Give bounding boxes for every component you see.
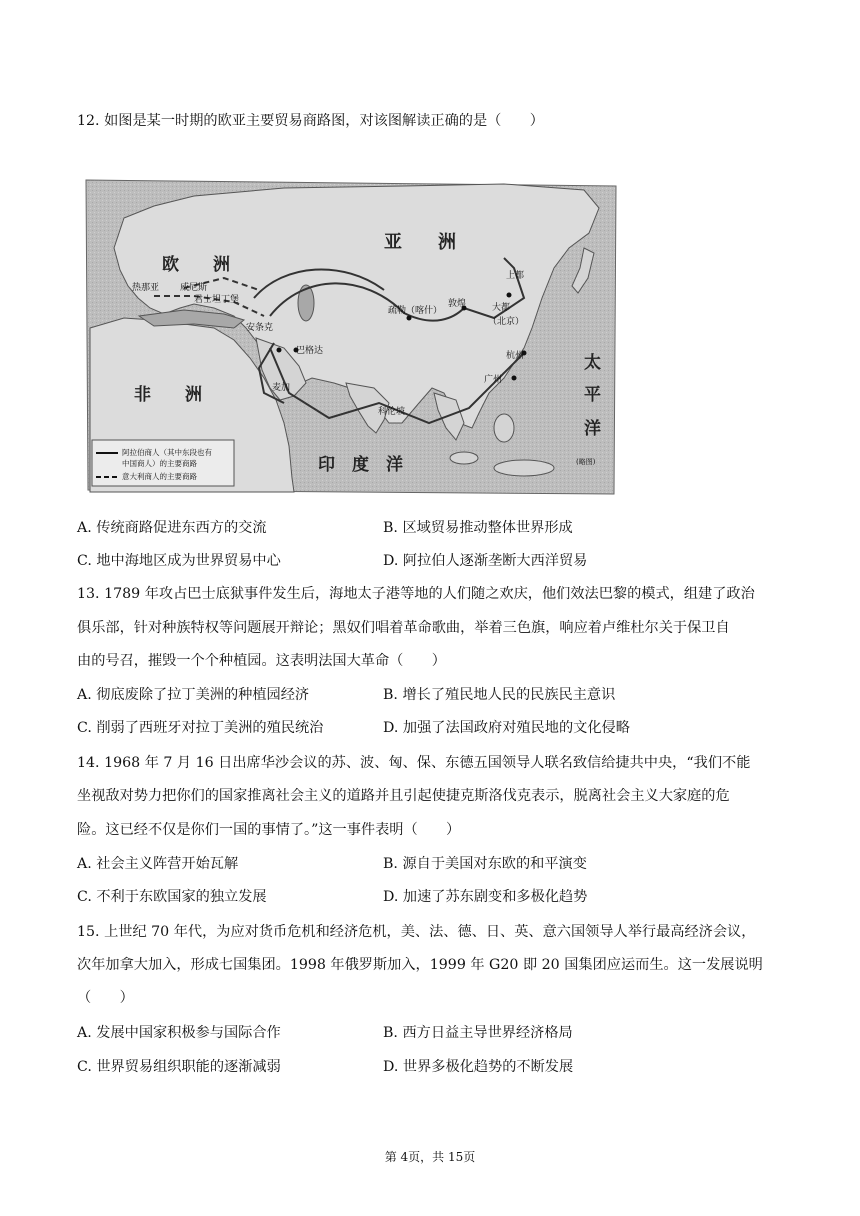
label-africa: 非 洲 <box>134 385 202 405</box>
question-12-stem: 12. 如图是某一时期的欧亚主要贸易商路图，对该图解读正确的是（ ） <box>77 113 544 129</box>
q15-option-a: A. 发展中国家积极参与国际合作 <box>77 1025 281 1041</box>
q14-line-2: 坐视敌对势力把你们的国家推离社会主义的道路并且引起使捷克斯洛伐克表示，脱离社会主义大家庭的危 <box>77 788 730 804</box>
place-baghdad: 巴格达 <box>296 346 324 356</box>
q13-option-d: D. 加强了法国政府对殖民地的文化侵略 <box>383 720 630 736</box>
q13-line-3: 由的号召，摧毁一个个种植园。这表明法国大革命（ ） <box>77 653 446 669</box>
place-dadu-note: （北京） <box>488 317 525 327</box>
place-genoa: 热那亚 <box>132 283 160 293</box>
q12-option-b: B. 区域贸易推动整体世界形成 <box>383 520 573 536</box>
q13-line-1: 13. 1789 年攻占巴士底狱事件发生后，海地太子港等地的人们随之欢庆，他们效法巴黎的模式，组建了政治 <box>77 586 755 602</box>
place-colombo: 科伦坡 <box>378 407 406 417</box>
place-antioch: 安条克 <box>246 323 274 333</box>
q14-line-3: 险。这已经不仅是你们一国的事情了。”这一事件表明（ ） <box>77 822 461 838</box>
label-pacific-3: 洋 <box>584 419 601 439</box>
q15-option-c: C. 世界贸易组织职能的逐渐减弱 <box>77 1059 281 1075</box>
place-dadu: 大都 <box>492 303 511 313</box>
place-guangzhou: 广州 <box>484 375 503 385</box>
label-europe: 欧 洲 <box>162 255 230 275</box>
page-footer: 第 4页，共 15页 <box>384 1150 476 1164</box>
q12-option-d: D. 阿拉伯人逐渐垄断大西洋贸易 <box>383 553 588 569</box>
q14-option-a: A. 社会主义阵营开始瓦解 <box>77 856 239 872</box>
q13-option-c: C. 削弱了西班牙对拉丁美洲的殖民统治 <box>77 720 324 736</box>
place-shangdu: 上都 <box>506 271 525 281</box>
place-venice: 威尼斯 <box>180 283 208 293</box>
q15-option-d: D. 世界多极化趋势的不断发展 <box>383 1059 574 1075</box>
q15-line-2: 次年加拿大加入，形成七国集团。1998 年俄罗斯加入，1999 年 G20 即 20 国集团应运而生。这一发展说明 <box>77 957 763 973</box>
label-pacific-2: 平 <box>584 385 601 405</box>
place-kashgar: 疏勒（喀什） <box>388 306 443 316</box>
q14-option-c: C. 不利于东欧国家的独立发展 <box>77 889 267 905</box>
q14-line-1: 14. 1968 年 7 月 16 日出席华沙会议的苏、波、匈、保、东德五国领导人联名致信给捷共中央，“我们不能 <box>77 755 751 771</box>
q14-option-d: D. 加速了苏东剧变和多极化趋势 <box>383 889 588 905</box>
label-asia: 亚 洲 <box>384 232 456 253</box>
q14-option-b: B. 源自于美国对东欧的和平演变 <box>383 856 587 872</box>
map-note: (略图) <box>576 458 596 466</box>
q12-option-a: A. 传统商路促进东西方的交流 <box>77 520 267 536</box>
place-hangzhou: 杭州 <box>506 351 525 361</box>
q15-line-1: 15. 上世纪 70 年代，为应对货币危机和经济危机，美、法、德、日、英、意六国领导人举行最高经济会议， <box>77 924 756 940</box>
q12-option-c: C. 地中海地区成为世界贸易中心 <box>77 553 281 569</box>
legend-arab-2: 中国商人）的主要商路 <box>122 459 197 468</box>
q13-option-b: B. 增长了殖民地人民的民族民主意识 <box>383 687 616 703</box>
legend-arab-1: 阿拉伯商人（其中东段也有 <box>122 448 212 457</box>
q13-line-2: 俱乐部，针对种族特权等问题展开辩论；黑奴们唱着革命歌曲，举着三色旗，响应着卢维杜尔关于保卫自 <box>77 620 730 636</box>
trade-route-map <box>84 178 618 496</box>
q15-option-b: B. 西方日益主导世界经济格局 <box>383 1025 573 1041</box>
legend-italian: 意大利商人的主要商路 <box>122 472 197 481</box>
place-mecca: 麦加 <box>272 383 291 393</box>
q15-line-3: （ ） <box>77 990 134 1006</box>
label-indian-ocean: 印 度 洋 <box>318 455 403 475</box>
place-dunhuang: 敦煌 <box>448 299 467 309</box>
label-pacific-1: 太 <box>584 353 601 373</box>
q13-option-a: A. 彻底废除了拉丁美洲的种植园经济 <box>77 687 310 703</box>
place-constantinople: 君士坦丁堡 <box>194 295 240 305</box>
